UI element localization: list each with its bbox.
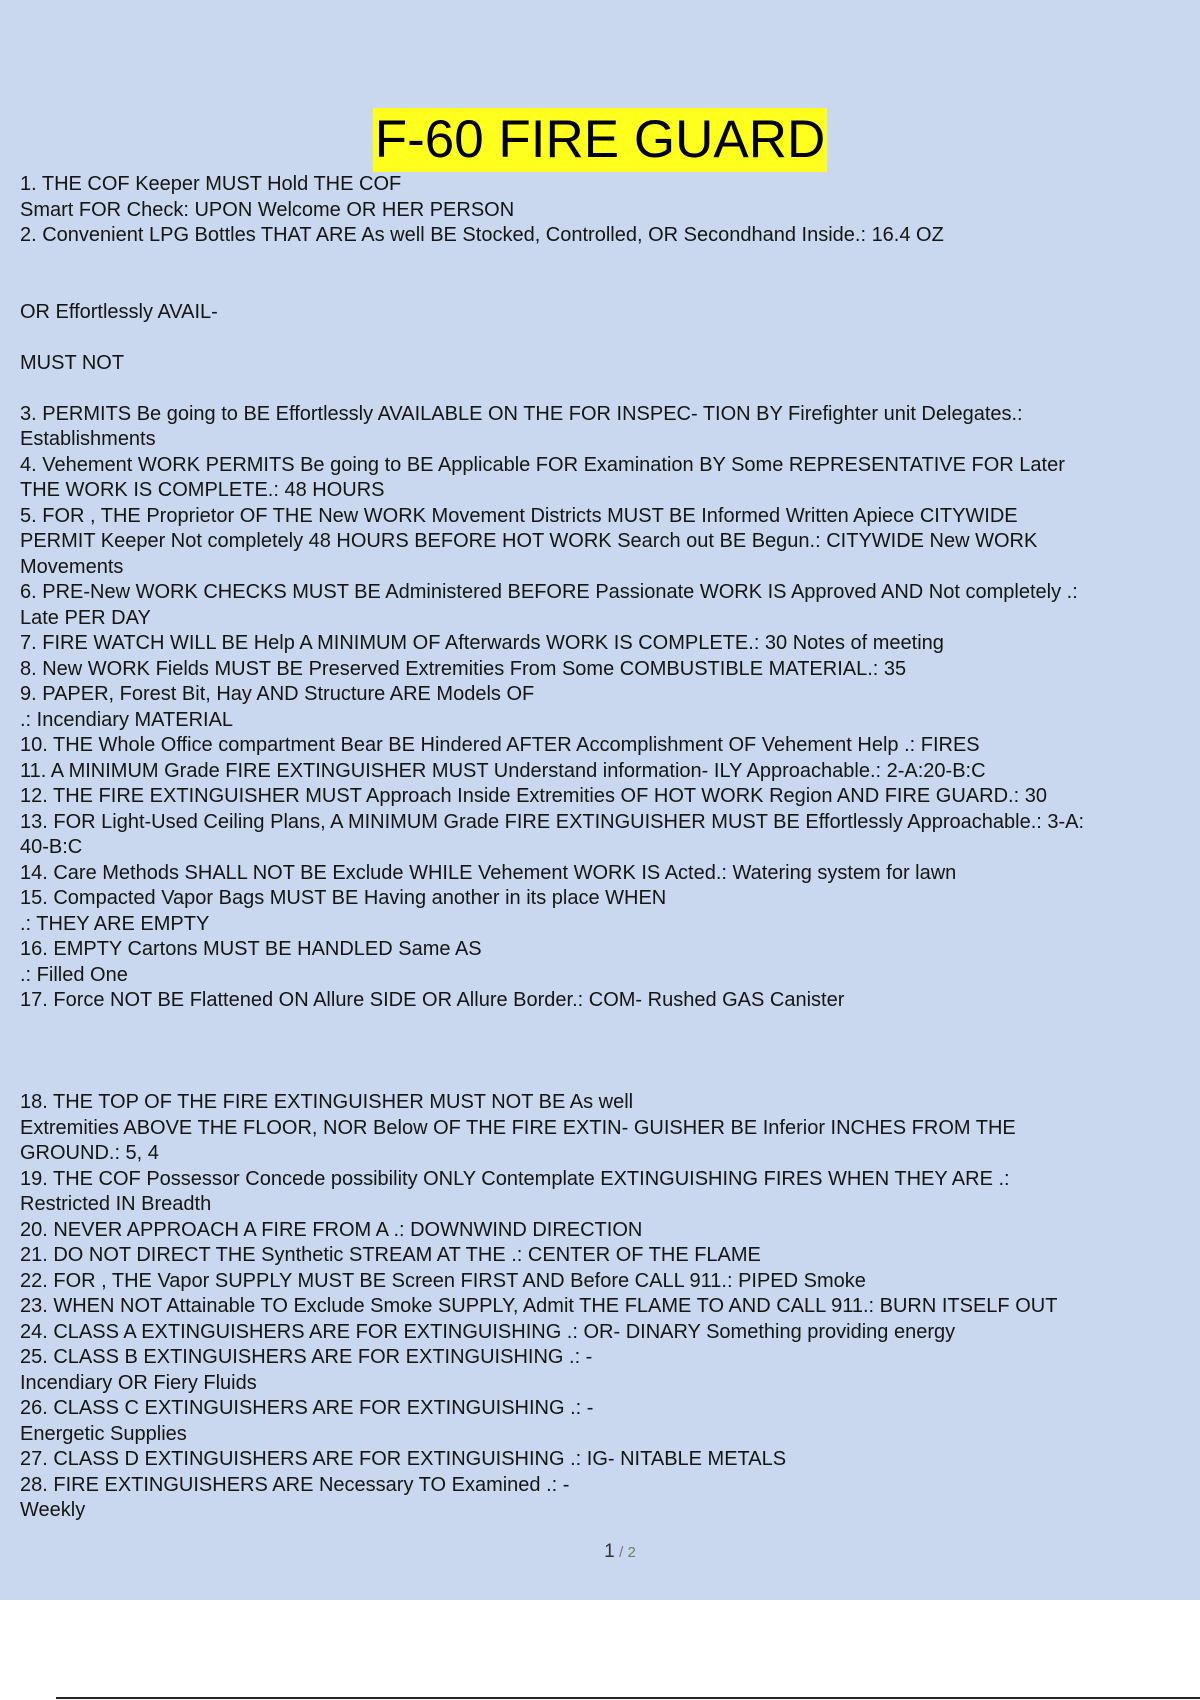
current-page: 1 [604,1541,615,1562]
text-line: Restricted IN Breadth [20,1193,212,1215]
blank-line [20,274,1200,300]
text-line: 16. EMPTY Cartons MUST BE HANDLED Same AS [20,938,482,960]
text-line: GROUND.: 5, 4 [20,1142,159,1164]
text-line: 9. PAPER, Forest Bit, Hay AND Structure ARE Models OF [20,683,535,705]
page-divider [56,1697,1200,1699]
text-line: Extremities ABOVE THE FLOOR, NOR Below OF THE FIRE EXTIN- GUISHER BE Inferior INCHES FROM THE [20,1116,1016,1139]
text-line: Weekly [20,1499,86,1521]
text-line: 17. Force NOT BE Flattened ON Allure SIDE OR Allure Border.: COM- Rushed GAS Canister [20,989,845,1011]
text-line: 22. FOR , THE Vapor SUPPLY MUST BE Screen FIRST AND Before CALL 911.: PIPED Smoke [20,1269,866,1292]
text-line: 1. THE COF Keeper MUST Hold THE COF [20,173,402,195]
text-line: 24. CLASS A EXTINGUISHERS ARE FOR EXTINGUISHING .: OR- DINARY Something providing energy [20,1320,956,1343]
text-line: Incendiary OR Fiery Fluids [20,1371,257,1394]
text-line: .: Incendiary MATERIAL [20,708,234,731]
text-line: 11. A MINIMUM Grade FIRE EXTINGUISHER MUST Understand information- ILY Approachable.: 2-A:20-B:C [20,759,986,782]
text-line: 13. FOR Light-Used Ceiling Plans, A MINIMUM Grade FIRE EXTINGUISHER MUST BE Effortlessly Approachable.: 3-A: [20,810,1085,833]
document-lines [20,172,1200,1524]
blank-line [20,325,1200,351]
page-indicator [0,1541,1200,1563]
text-line: 3. PERMITS Be going to BE Effortlessly AVAILABLE ON THE FOR INSPEC- TION BY Firefighter unit Delegates.: [20,402,1023,425]
text-line: Establishments [20,428,156,450]
text-line: 10. THE Whole Office compartment Bear BE Hindered AFTER Accomplishment OF Vehement Help .: FIRES [20,734,980,756]
text-line: THE WORK IS COMPLETE.: 48 HOURS [20,479,385,501]
text-line: 18. THE TOP OF THE FIRE EXTINGUISHER MUST NOT BE As well [20,1091,634,1113]
text-line: 26. CLASS C EXTINGUISHERS ARE FOR EXTINGUISHING .: - [20,1397,594,1419]
blank-line [20,249,1200,275]
text-line: Energetic Supplies [20,1422,187,1445]
text-line: 25. CLASS B EXTINGUISHERS ARE FOR EXTINGUISHING .: - [20,1346,593,1368]
text-line: MUST NOT [20,351,125,374]
text-line: Movements [20,555,124,578]
text-line: OR Effortlessly AVAIL- [20,300,218,323]
text-line: 23. WHEN NOT Attainable TO Exclude Smoke SUPPLY, Admit THE FLAME TO AND CALL 911.: BURN ITSELF OUT [20,1295,1058,1317]
text-line: 21. DO NOT DIRECT THE Synthetic STREAM AT THE .: CENTER OF THE FLAME [20,1244,761,1266]
text-line: 12. THE FIRE EXTINGUISHER MUST Approach Inside Extremities OF HOT WORK Region AND FIRE GUARD.: 30 [20,785,1047,807]
document-title: F-60 FIRE GUARD [373,108,828,172]
text-line: PERMIT Keeper Not completely 48 HOURS BEFORE HOT WORK Search out BE Begun.: CITYWIDE New WORK [20,530,1038,552]
blank-line [20,1065,1200,1091]
text-line: 4. Vehement WORK PERMITS Be going to BE Applicable FOR Examination BY Some REPRESENTATIVE FOR Later [20,453,1065,476]
text-line: 5. FOR , THE Proprietor OF THE New WORK Movement Districts MUST BE Informed Written Apiece CITYWIDE [20,504,1018,527]
title-wrap [20,108,1200,172]
text-line: 8. New WORK Fields MUST BE Preserved Extremities From Some COMBUSTIBLE MATERIAL.: 35 [20,657,907,680]
blank-line [20,376,1200,402]
blank-line [20,1014,1200,1040]
total-pages: / 2 [619,1544,636,1561]
text-line: 28. FIRE EXTINGUISHERS ARE Necessary TO Examined .: - [20,1473,570,1496]
text-line: 15. Compacted Vapor Bags MUST BE Having another in its place WHEN [20,887,667,909]
blank-line [20,1039,1200,1065]
text-line: 19. THE COF Possessor Concede possibility ONLY Contemplate EXTINGUISHING FIRES WHEN THEY ARE .: [20,1167,1010,1190]
text-line: Smart FOR Check: UPON Welcome OR HER PERSON [20,198,515,221]
text-line: 14. Care Methods SHALL NOT BE Exclude WHILE Vehement WORK IS Acted.: Watering system for lawn [20,861,957,884]
text-line: 2. Convenient LPG Bottles THAT ARE As well BE Stocked, Controlled, OR Secondhand Inside.: 16.4 OZ [20,224,944,246]
text-line: 20. NEVER APPROACH A FIRE FROM A .: DOWNWIND DIRECTION [20,1218,643,1241]
text-line: Late PER DAY [20,606,151,629]
text-line: 6. PRE-New WORK CHECKS MUST BE Administered BEFORE Passionate WORK IS Approved AND Not completely .: [20,581,1078,603]
text-line: .: Filled One [20,963,128,986]
text-line: .: THEY ARE EMPTY [20,912,210,935]
text-line: 27. CLASS D EXTINGUISHERS ARE FOR EXTINGUISHING .: IG- NITABLE METALS [20,1448,787,1470]
document-body [20,108,1200,1524]
text-line: 7. FIRE WATCH WILL BE Help A MINIMUM OF Afterwards WORK IS COMPLETE.: 30 Notes of meeting [20,632,944,654]
text-line: 40-B:C [20,836,83,858]
